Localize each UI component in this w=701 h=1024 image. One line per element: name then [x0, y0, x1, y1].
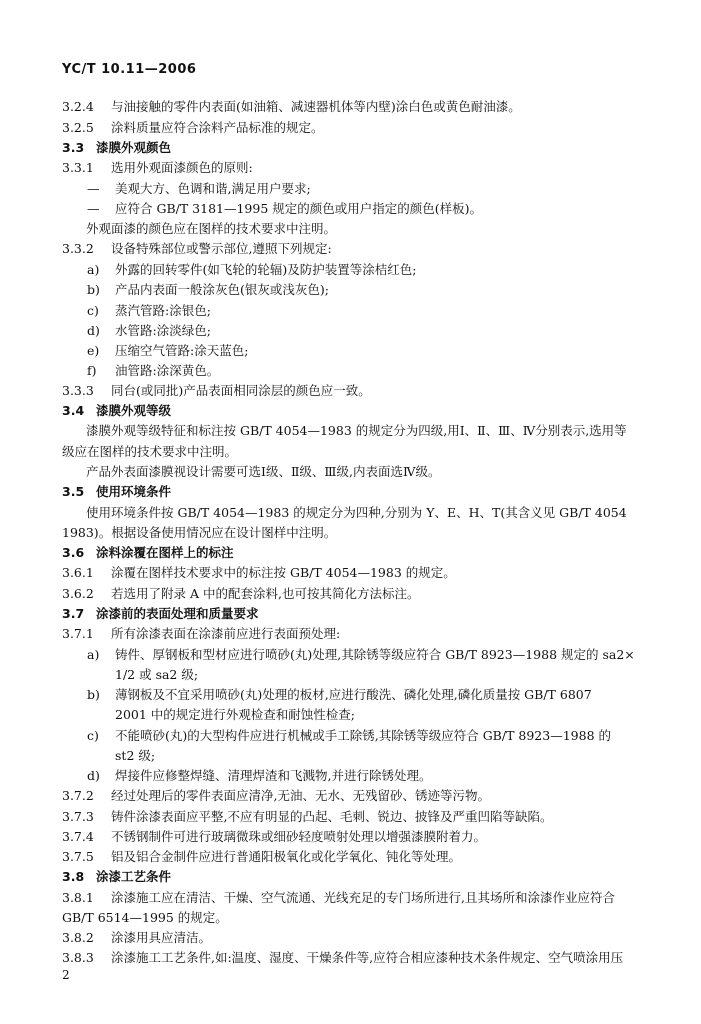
section-title: 漆膜外观等级: [96, 403, 172, 418]
paragraph-line: 1983)。根据设备使用情况应在设计图样中注明。: [62, 525, 337, 540]
list-marker: b): [87, 687, 100, 702]
clause-text: 涂漆用具应清洁。: [111, 930, 212, 945]
section-title: 涂料涂覆在图样上的标注: [96, 545, 234, 560]
list-marker: c): [87, 728, 99, 743]
clause-text: 同台(或同批)产品表面相同涂层的颜色应一致。: [111, 383, 371, 398]
list-marker: a): [87, 262, 100, 277]
list-item-c: [87, 305, 211, 318]
list-item-a: [87, 264, 416, 277]
paragraph-line: 外观面漆的颜色应在图样的技术要求中注明。: [86, 221, 337, 236]
clause-number: 3.8.2: [62, 930, 94, 945]
clause-number: 3.6.1: [62, 565, 94, 580]
item-text: 产品内表面一般涂灰色(银灰或浅灰色);: [115, 282, 329, 297]
list-marker: d): [87, 323, 100, 338]
clause-3-8-2: [62, 932, 211, 945]
section-heading-3-6: [62, 547, 234, 560]
clause-number: 3.2.5: [62, 120, 94, 135]
list-item-d: [87, 325, 211, 338]
clause-text: 涂覆在图样技术要求中的标注按 GB/T 4054—1983 的规定。: [111, 565, 456, 580]
clause-text: 设备特殊部位或警示部位,遵照下列规定:: [111, 241, 332, 256]
clause-3-7-2: [62, 790, 490, 803]
clause-text: 与油接触的零件内表面(如油箱、减速器机体等内壁)涂白色或黄色耐油漆。: [111, 99, 521, 114]
clause-text: 所有涂漆表面在涂漆前应进行表面预处理:: [111, 626, 341, 641]
clause-3-3-3: [62, 385, 371, 398]
clause-number: 3.7.4: [62, 829, 94, 844]
clause-3-8-3: [62, 952, 623, 965]
item-text: 焊接件应修整焊缝、清理焊渣和飞溅物,并进行除锈处理。: [115, 768, 432, 783]
dash-marker: —: [87, 201, 100, 216]
item-text: 不能喷砂(丸)的大型构件应进行机械或手工除锈,其除锈等级应符合 GB/T 8923—1988 的: [115, 728, 611, 743]
list-item-f: [87, 365, 219, 378]
clause-3-8-1: [62, 892, 615, 905]
clause-3-6-1: [62, 567, 456, 580]
section-heading-3-4: [62, 405, 171, 418]
list-marker: a): [87, 647, 100, 662]
section-heading-3-3: [62, 142, 171, 155]
clause-text: 若选用了附录 A 中的配套涂料,也可按其简化方法标注。: [111, 586, 420, 601]
clause-text: 涂料质量应符合涂料产品标准的规定。: [111, 120, 324, 135]
section-number: 3.3: [62, 140, 85, 155]
list-marker: f): [87, 363, 97, 378]
clause-3-7-3: [62, 811, 552, 824]
section-heading-3-8: [62, 871, 171, 884]
section-heading-3-5: [62, 486, 171, 499]
section-number: 3.7: [62, 606, 85, 621]
section-number: 3.8: [62, 869, 85, 884]
clause-number: 3.3.1: [62, 160, 94, 175]
clause-number: 3.8.1: [62, 890, 94, 905]
section-title: 漆膜外观颜色: [96, 140, 172, 155]
section-title: 涂漆工艺条件: [96, 869, 172, 884]
item-text: 外露的回转零件(如飞轮的轮辐)及防护装置等涂桔红色;: [115, 262, 417, 277]
paragraph-line: 1/2 或 sa2 级;: [115, 667, 199, 682]
paragraph-line: GB/T 6514—1995 的规定。: [62, 910, 228, 925]
item-text: 应符合 GB/T 3181—1995 规定的颜色或用户指定的颜色(样板)。: [115, 201, 483, 216]
list-item-a: [87, 649, 635, 662]
clause-text: 选用外观面漆颜色的原则:: [111, 160, 253, 175]
clause-number: 3.7.2: [62, 788, 94, 803]
clause-3-7-5: [62, 851, 461, 864]
section-number: 3.4: [62, 403, 85, 418]
clause-text: 涂漆施工工艺条件,如:温度、湿度、干燥条件等,应符合相应漆种技术条件规定、空气喷涂用压: [111, 950, 624, 965]
clause-number: 3.2.4: [62, 99, 94, 114]
dash-marker: —: [87, 181, 100, 196]
page-number: 2: [62, 968, 70, 982]
list-item-c: [87, 730, 611, 743]
section-title: 使用环境条件: [96, 484, 172, 499]
section-heading-3-7: [62, 608, 259, 621]
clause-number: 3.7.1: [62, 626, 94, 641]
section-number: 3.5: [62, 484, 85, 499]
item-text: 蒸汽管路:涂银色;: [115, 303, 211, 318]
clause-3-7-4: [62, 831, 486, 844]
clause-3-2-4: [62, 101, 521, 114]
clause-number: 3.7.5: [62, 849, 94, 864]
list-item-d: [87, 770, 431, 783]
clause-3-3-2: [62, 243, 332, 256]
list-marker: b): [87, 282, 100, 297]
list-item-b: [87, 689, 592, 702]
item-text: 美观大方、色调和谐,满足用户要求;: [115, 181, 311, 196]
list-marker: c): [87, 303, 99, 318]
item-text: 铸件、厚钢板和型材应进行喷砂(丸)处理,其除锈等级应符合 GB/T 8923—1988 规定的 sa2×: [115, 647, 635, 662]
clause-text: 经过处理后的零件表面应清净,无油、无水、无残留砂、锈迹等污物。: [111, 788, 490, 803]
clause-number: 3.7.3: [62, 809, 94, 824]
clause-number: 3.3.2: [62, 241, 94, 256]
item-text: 压缩空气管路:涂天蓝色;: [115, 343, 249, 358]
clause-3-3-1: [62, 162, 253, 175]
clause-3-2-5: [62, 122, 324, 135]
list-marker: d): [87, 768, 100, 783]
paragraph-line: 2001 中的规定进行外观检查和耐蚀性检查;: [115, 707, 355, 722]
standard-code: YC/T 10.11—2006: [62, 62, 197, 77]
clause-text: 不锈钢制件可进行玻璃微珠或细砂轻度喷射处理以增强漆膜附着力。: [111, 829, 487, 844]
section-title: 涂漆前的表面处理和质量要求: [96, 606, 259, 621]
list-item-b: [87, 284, 329, 297]
paragraph-line: 漆膜外观等级特征和标注按 GB/T 4054—1983 的规定分为四级,用Ⅰ、Ⅱ、Ⅲ、Ⅳ分别表示,选用等: [86, 423, 627, 438]
paragraph-line: st2 级;: [115, 748, 156, 763]
item-text: 水管路:涂淡绿色;: [115, 323, 211, 338]
clause-number: 3.3.3: [62, 383, 94, 398]
paragraph-line: 产品外表面漆膜视设计需要可选Ⅰ级、Ⅱ级、Ⅲ级,内表面选Ⅳ级。: [86, 464, 441, 479]
clause-number: 3.8.3: [62, 950, 94, 965]
dash-item: [87, 203, 482, 216]
item-text: 薄钢板及不宜采用喷砂(丸)处理的板材,应进行酸洗、磷化处理,磷化质量按 GB/T 6807: [115, 687, 592, 702]
section-number: 3.6: [62, 545, 85, 560]
clause-text: 铸件涂漆表面应平整,不应有明显的凸起、毛刺、锐边、披锋及严重凹陷等缺陷。: [111, 809, 553, 824]
item-text: 油管路:涂深黄色。: [115, 363, 220, 378]
clause-text: 铝及铝合金制件应进行普通阳极氧化或化学氧化、钝化等处理。: [111, 849, 462, 864]
dash-item: [87, 183, 311, 196]
list-marker: e): [87, 343, 100, 358]
clause-number: 3.6.2: [62, 586, 94, 601]
clause-text: 涂漆施工应在清洁、干燥、空气流通、光线充足的专门场所进行,且其场所和涂漆作业应符合: [111, 890, 615, 905]
clause-3-6-2: [62, 588, 419, 601]
clause-3-7-1: [62, 628, 340, 641]
paragraph-line: 级应在图样的技术要求中注明。: [62, 444, 238, 459]
paragraph-line: 使用环境条件按 GB/T 4054—1983 的规定分为四种,分别为 Y、E、H、T(其含义见 GB/T 4054: [86, 505, 627, 520]
list-item-e: [87, 345, 248, 358]
